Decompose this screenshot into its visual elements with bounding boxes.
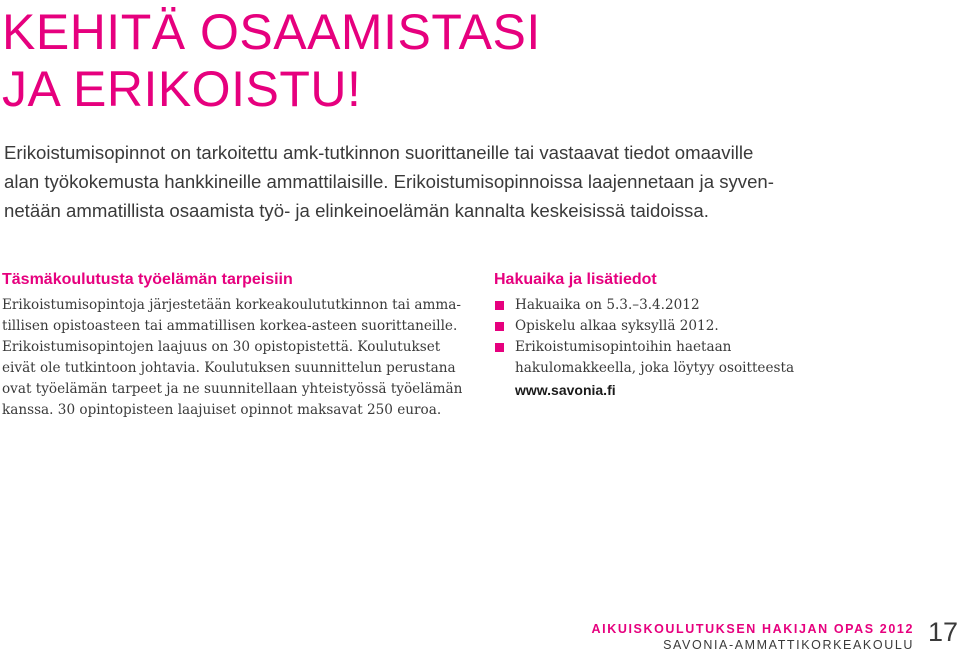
training-body-line: kanssa. 30 opintopisteen laajuiset opinnot maksavat 250 euroa.: [2, 402, 442, 418]
organization-name: SAVONIA-AMMATTIKORKEAKOULU: [663, 638, 914, 652]
application-info-heading: Hakuaika ja lisätiedot: [494, 271, 657, 288]
training-body-line: Erikoistumisopintoja järjestetään korkeakoulututkinnon tai amma-: [2, 297, 461, 313]
square-bullet-icon: [495, 301, 504, 310]
list-item-text: Erikoistumisopintoihin haetaan: [515, 339, 732, 355]
list-item: [494, 316, 814, 337]
training-body-line: Erikoistumisopintojen laajuus on 30 opistopistettä. Koulutukset: [2, 339, 441, 355]
list-item-text: hakulomakkeella, joka löytyy osoitteesta: [515, 360, 795, 376]
intro-line: netään ammatillista osaamista työ- ja elinkeinoelämän kannalta keskeisissä taidoissa.: [4, 200, 709, 221]
intro-line: alan työkokemusta hankkineille ammattilaisille. Erikoistumisopinnoissa laajennetaan ja syven-: [4, 171, 774, 192]
page-footer: [592, 621, 914, 653]
intro-paragraph: [4, 138, 854, 225]
application-info-list: [494, 295, 814, 379]
list-item: [494, 337, 814, 379]
training-heading: Täsmäkoulutusta työelämän tarpeisiin: [2, 271, 293, 288]
square-bullet-icon: [495, 343, 504, 352]
training-body-line: ovat työelämän tarpeet ja ne suunnitellaan yhteistyössä työelämän: [2, 381, 463, 397]
training-body: [2, 295, 472, 421]
application-info-section: [494, 270, 814, 401]
training-body-line: tillisen opistoasteen tai ammatillisen korkea-asteen suorittaneille.: [2, 318, 458, 334]
website-link[interactable]: www.savonia.fi: [515, 382, 616, 398]
list-item: [494, 295, 814, 316]
list-item-text: Hakuaika on 5.3.–3.4.2012: [515, 297, 700, 313]
page-number: 17: [928, 617, 959, 647]
square-bullet-icon: [495, 322, 504, 331]
page-title-line: JA ERIKOISTU!: [2, 61, 362, 117]
publication-title: AIKUISKOULUTUKSEN HAKIJAN OPAS 2012: [591, 622, 914, 636]
page-title: [2, 4, 541, 118]
training-section: [2, 270, 472, 421]
page-title-line: KEHITÄ OSAAMISTASI: [2, 4, 541, 60]
list-item-text: Opiskelu alkaa syksyllä 2012.: [515, 318, 719, 334]
intro-line: Erikoistumisopinnot on tarkoitettu amk-tutkinnon suorittaneille tai vastaavat tiedot omaaville: [4, 142, 754, 163]
training-body-line: eivät ole tutkintoon johtavia. Koulutuksen suunnittelun perustana: [2, 360, 456, 376]
